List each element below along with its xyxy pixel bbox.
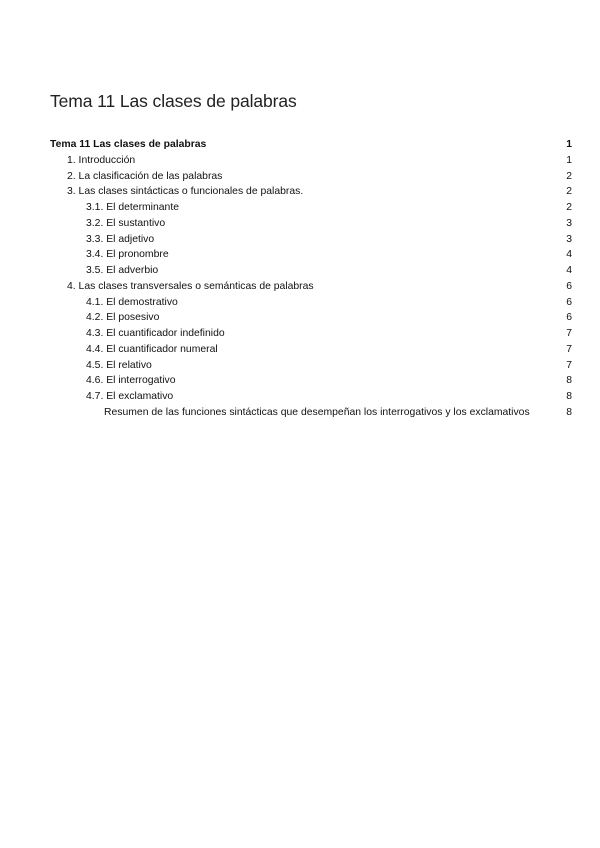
toc-entry-page-number: 7 xyxy=(566,359,572,371)
toc-entry-label: 4.4. El cuantificador numeral xyxy=(86,343,218,355)
toc-entry[interactable] xyxy=(50,247,572,263)
toc-entry-page-number: 3 xyxy=(566,233,572,245)
toc-entry-page-number: 6 xyxy=(566,312,572,324)
toc-entry-label: 4.5. El relativo xyxy=(86,359,152,371)
toc-entry[interactable] xyxy=(50,358,572,374)
toc-entry[interactable] xyxy=(50,310,572,326)
toc-entry[interactable] xyxy=(50,326,572,342)
toc-entry-page-number: 2 xyxy=(566,202,572,213)
toc-entry[interactable] xyxy=(50,389,572,405)
toc-entry-label: 3. Las clases sintácticas o funcionales de palabras. xyxy=(67,186,304,198)
toc-entry[interactable] xyxy=(50,373,572,389)
toc-entry-page-number: 7 xyxy=(566,343,572,355)
toc-entry-label: 3.4. El pronombre xyxy=(86,249,169,261)
toc-entry[interactable] xyxy=(50,216,572,232)
toc-entry-label: Tema 11 Las clases de palabras xyxy=(50,139,207,150)
toc-entry-page-number: 8 xyxy=(566,406,572,418)
toc-entry-label: 2. La clasificación de las palabras xyxy=(67,170,223,182)
toc-entry-label: 3.2. El sustantivo xyxy=(86,217,166,229)
document-title: Tema 11 Las clases de palabras xyxy=(50,91,297,111)
toc-entry-label: Resumen de las funciones sintácticas que desempeñan los interrogativos y los exclamativos xyxy=(104,406,530,418)
toc-entry-page-number: 8 xyxy=(566,391,572,402)
toc-entry[interactable] xyxy=(50,405,572,421)
toc-entry-label: 4. Las clases transversales o semánticas de palabras xyxy=(67,280,314,292)
toc-entry-label: 3.1. El determinante xyxy=(86,202,179,213)
toc-entry-page-number: 1 xyxy=(566,139,572,150)
toc-entry[interactable] xyxy=(50,137,572,153)
toc-entry-label: 3.5. El adverbio xyxy=(86,265,159,276)
toc-entry[interactable] xyxy=(50,169,572,185)
toc-entry[interactable] xyxy=(50,263,572,279)
toc-entry-page-number: 1 xyxy=(566,154,572,166)
toc-entry[interactable] xyxy=(50,200,572,216)
toc-entry[interactable] xyxy=(50,232,572,248)
table-of-contents xyxy=(50,137,572,421)
toc-entry-label: 3.3. El adjetivo xyxy=(86,233,155,245)
toc-entry-page-number: 6 xyxy=(566,296,572,308)
toc-entry[interactable] xyxy=(50,279,572,295)
toc-entry[interactable] xyxy=(50,184,572,200)
toc-entry-page-number: 4 xyxy=(566,265,572,276)
toc-entry-label: 4.3. El cuantificador indefinido xyxy=(86,328,225,339)
toc-entry-label: 4.6. El interrogativo xyxy=(86,375,176,387)
toc-entry-page-number: 6 xyxy=(566,280,572,292)
toc-entry[interactable] xyxy=(50,295,572,311)
toc-entry-page-number: 3 xyxy=(566,217,572,229)
toc-entry-page-number: 2 xyxy=(566,186,572,198)
toc-entry-page-number: 4 xyxy=(566,249,572,261)
toc-entry-page-number: 8 xyxy=(566,375,572,387)
toc-entry-page-number: 7 xyxy=(566,328,572,339)
toc-entry-label: 4.2. El posesivo xyxy=(86,312,160,324)
toc-entry[interactable] xyxy=(50,153,572,169)
toc-entry[interactable] xyxy=(50,342,572,358)
toc-entry-label: 1. Introducción xyxy=(67,154,136,166)
toc-entry-page-number: 2 xyxy=(566,170,572,182)
toc-entry-label: 4.1. El demostrativo xyxy=(86,296,178,308)
toc-entry-label: 4.7. El exclamativo xyxy=(86,391,174,402)
